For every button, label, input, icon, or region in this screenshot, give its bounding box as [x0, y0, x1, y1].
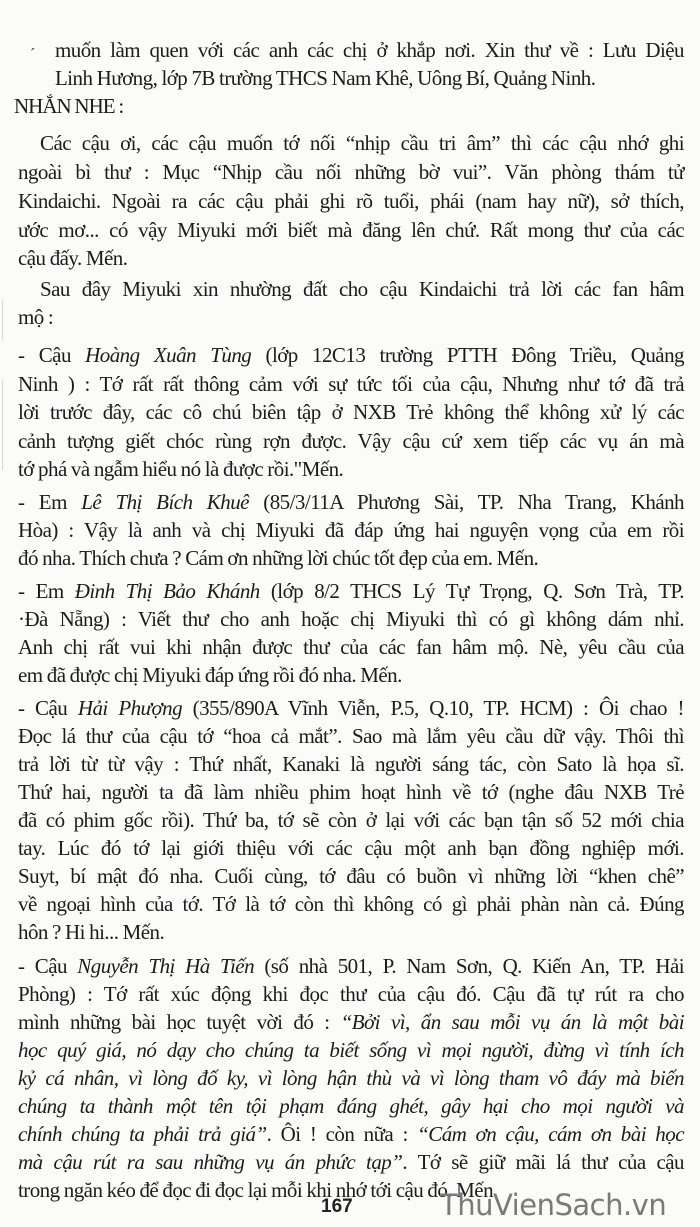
reply-4-line: hôn ? Hi hi... Mến.: [18, 920, 165, 944]
reply-5-line: trong ngăn kéo để đọc đi đọc lại mỗi khi nhớ tới cậu đó. Mến.: [18, 1178, 498, 1202]
reply-4-line: tay. Lúc đó tớ lại giới thiệu với các cậu một anh bạn đồng nghiệp mới.: [18, 836, 684, 860]
scan-edge-shadow: [2, 300, 3, 340]
reply-1-line: cảnh tượng giết chóc rùng rợn được. Vậy cậu cứ xem tiếp các vụ án mà: [18, 429, 684, 453]
quoted-lesson: chính chúng ta phải trả giá”: [18, 1122, 267, 1146]
fan-name: Hoàng Xuân Tùng: [85, 343, 252, 367]
reply-prefix: - Em: [18, 490, 82, 514]
reply-4-line: về ngoại hình của tớ. Tớ là tớ còn thì không có gì phải phàn nàn cả. Đúng: [18, 892, 684, 916]
reply-4-header: [18, 696, 684, 720]
intro-line-2: Linh Hương, lớp 7B trường THCS Nam Khê, Uông Bí, Quảng Ninh.: [55, 66, 596, 90]
fan-address: (85/3/11A Phương Sài, TP. Nha Trang, Khánh: [248, 490, 684, 514]
intro-line-1: muốn làm quen với các anh các chị ở khắp nơi. Xin thư về : Lưu Diệu: [55, 38, 684, 62]
reply-3-line: em đã được chị Miyuki đáp ứng rồi đó nha. Mến.: [18, 663, 402, 687]
reply-3-header: [18, 579, 684, 603]
reply-5-line: [18, 1150, 684, 1174]
quoted-thanks: “Cám ơn cậu, cám ơn bài học: [417, 1122, 684, 1146]
fan-name: Nguyễn Thị Hà Tiến: [77, 954, 255, 978]
reply-5-header: [18, 954, 684, 978]
reply-5-line: Phòng) : Tớ rất xúc động khi đọc thư của cậu đó. Cậu đã tự rút ra cho: [18, 982, 684, 1006]
reply-prefix: - Em: [18, 579, 75, 603]
quoted-thanks: mà cậu rút ra sau những vụ án phức tạp”: [18, 1150, 403, 1174]
transition-line: Sau đây Miyuki xin nhường đất cho cậu Kindaichi trả lời các fan hâm: [40, 277, 684, 301]
notice-line: ngoài bì thư : Mục “Nhịp cầu nối những bờ vui”. Văn phòng thám tử: [18, 160, 684, 184]
reply-1-line: Ninh ) : Tớ rất rất thông cảm với sự tức tối của cậu, Nhưng như tớ đã trả: [18, 372, 684, 396]
watermark-logo: ThuVienSach.vn: [440, 1188, 667, 1222]
reply-5-line: [18, 1122, 684, 1146]
notice-line: cậu đấy. Mến.: [18, 246, 128, 270]
quoted-lesson-line: học quý giá, nó dạy cho chúng ta biết sống vì mọi người, đừng vì tính ích: [18, 1038, 684, 1062]
fan-address: (số nhà 501, P. Nam Sơn, Q. Kiến An, TP. Hải: [254, 954, 684, 978]
reply-prefix: - Cậu: [18, 954, 78, 978]
scan-edge-shadow: [2, 380, 3, 470]
reply-prefix: - Cậu: [18, 696, 78, 720]
fan-name: Lê Thị Bích Khuê: [81, 490, 249, 514]
page-number: 167: [321, 1196, 353, 1217]
fan-address: (355/890A Vĩnh Viễn, P.5, Q.10, TP. HCM) : Ôi chao !: [182, 696, 684, 720]
reply-1-header: [18, 343, 684, 367]
notice-heading: NHẮN NHE :: [14, 94, 124, 118]
reply-2-line: Hòa) : Vậy là anh và chị Miyuki đã đáp ứng hai nguyện vọng của em rồi: [18, 518, 684, 542]
fan-address: (lớp 12C13 trường PTTH Đông Triều, Quảng: [251, 343, 684, 367]
reply-text: . Ôi ! còn nữa :: [266, 1122, 418, 1146]
reply-prefix: - Cậu: [18, 343, 86, 367]
quoted-lesson-line: kỷ cá nhân, vì lòng đố ky, vì lòng hận thù và vì lòng tham vô đáy mà biến: [18, 1066, 684, 1090]
reply-4-line: Thứ hai, người ta đã làm nhiều phim hoạt hình về tớ (nghe đâu NXB Trẻ: [18, 780, 684, 804]
fan-address: (lớp 8/2 THCS Lý Tự Trọng, Q. Sơn Trà, TP.: [259, 579, 684, 603]
reply-text: mình những bài học tuyệt vời đó :: [18, 1010, 341, 1034]
reply-3-line: ·Đà Nẵng) : Viết thư cho anh hoặc chị Miyuki thì có gì không dám nhỉ.: [18, 607, 684, 631]
notice-line: ước mơ... có vậy Miyuki mới biết mà đăng lên chứ. Rất mong thư của các: [18, 218, 684, 242]
reply-4-line: Suyt, bí mật đó nha. Cuối cùng, tớ đâu có buồn vì những lời “khen chê”: [18, 864, 684, 888]
fan-name: Đinh Thị Bảo Khánh: [74, 579, 260, 603]
reply-2-line: đó nha. Thích chưa ? Cám ơn những lời chúc tốt đẹp của em. Mến.: [18, 546, 539, 570]
notice-line: Kindaichi. Ngoài ra các cậu phải ghi rõ tuổi, phái (nam hay nữ), sở thích,: [18, 189, 684, 213]
quoted-lesson-line: chúng ta thành một tên tội phạm đáng ghét, gây hại cho mọi người và: [18, 1094, 684, 1118]
reply-3-line: Anh chị rất vui khi nhận được thư của các fan hâm mộ. Nè, yêu cầu của: [18, 635, 684, 659]
reply-4-line: trả lời từ từ vậy : Thứ nhất, Kanaki là người sáng tác, còn Sato là họa sĩ.: [18, 752, 684, 776]
reply-2-header: [18, 490, 684, 514]
reply-1-line: lời trước đây, các cô chú biên tập ở NXB Trẻ không thể không xử lý các: [18, 400, 684, 424]
notice-line: Các cậu ơi, các cậu muốn tớ nối “nhịp cầu tri âm” thì các cậu nhớ ghi: [40, 131, 684, 155]
reply-text: . Tớ sẽ giữ mãi lá thư của cậu: [402, 1150, 684, 1174]
quoted-lesson: “Bởi vì, ẩn sau mỗi vụ án là một bài: [340, 1010, 684, 1034]
stray-print-mark: ´: [30, 46, 36, 63]
transition-line: mộ :: [18, 305, 54, 329]
reply-1-line: tớ phá và ngẫm hiểu nó là được rồi."Mến.: [18, 457, 344, 481]
reply-5-line: [18, 1010, 684, 1034]
fan-name: Hải Phượng: [77, 696, 183, 720]
reply-4-line: đã có phim gốc rồi). Thứ ba, tớ sẽ còn ở lại với các bạn tận số 52 mới chia: [18, 808, 684, 832]
reply-4-line: Đọc lá thư của cậu tớ “hoa cả mắt”. Sao mà lắm yêu cầu dữ vậy. Thôi thì: [18, 724, 684, 748]
